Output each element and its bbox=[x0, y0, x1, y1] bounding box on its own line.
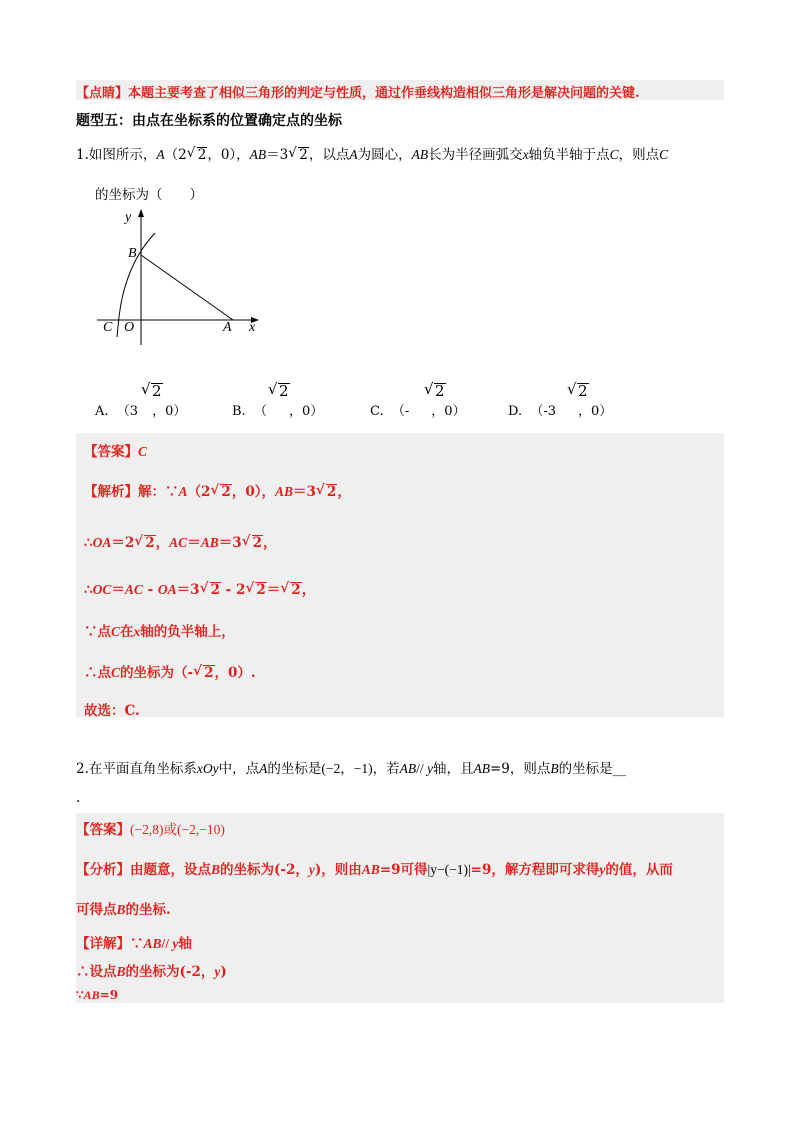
q1-analysis-line3: ∴OC＝AC - OA＝3√ 2 - 2√ 2＝√ 2， bbox=[84, 578, 315, 598]
option-c-sqrt: √ 2 bbox=[425, 382, 446, 400]
q1-analysis-line1: 【解析】解：∵A（2√ 2，0），AB＝3√ 2， bbox=[84, 480, 351, 500]
q1-analysis-line5: ∴点C的坐标为（-√ 2，0）. bbox=[84, 661, 256, 681]
label-A: A bbox=[223, 320, 232, 335]
label-O: O bbox=[124, 320, 135, 335]
q2-stem-period: . bbox=[76, 790, 81, 806]
sqrt-symbol: √ 2 bbox=[188, 147, 208, 163]
label-B: B bbox=[128, 246, 137, 261]
q2-stem: 2.在平面直角坐标系xOy中，点A的坐标是(−2，−1)，若AB// y轴，且AB=9，则点B的坐标是__ bbox=[76, 761, 627, 777]
q1-analysis-line6: 故选：C. bbox=[84, 703, 140, 719]
label-y: y bbox=[125, 210, 132, 225]
option-d[interactable]: D. （-3 ，0） bbox=[508, 404, 613, 419]
q1-stem-line2: 的坐标为（ ） bbox=[95, 187, 203, 203]
sqrt-symbol: √ 2 bbox=[289, 147, 309, 163]
q1-analysis-line4: ∵点C在x轴的负半轴上， bbox=[84, 624, 235, 640]
prev-comment: 【点睛】本题主要考查了相似三角形的判定与性质，通过作垂线构造相似三角形是解决问题的关键. bbox=[76, 86, 640, 101]
q2-analysis-line2: 可得点B的坐标. bbox=[76, 902, 171, 918]
segment-BA bbox=[141, 255, 233, 320]
q2-analysis-line1: 【分析】由题意，设点B的坐标为(-2，y)，则由AB=9可得|y−(−1)|=9，解方程即可求得y的值，从而 bbox=[76, 862, 673, 878]
q2-detail-line1: 【详解】∵AB// y轴 bbox=[76, 936, 192, 952]
q1-figure bbox=[95, 205, 275, 350]
q1-stem: 1.如图所示，A（2√ 2，0），AB＝3√ 2，以点A为圆心，AB长为半径画弧交x轴负半轴于点C，则点C bbox=[76, 143, 668, 163]
option-a-sqrt: √ 2 bbox=[142, 382, 163, 400]
q1-answer: 【答案】C bbox=[84, 444, 148, 460]
option-b-sqrt: √ 2 bbox=[269, 382, 290, 400]
section-title: 题型五：由点在坐标系的位置确定点的坐标 bbox=[76, 113, 342, 129]
option-d-sqrt: √ 2 bbox=[568, 382, 589, 400]
q2-detail-line3: ∵AB=9 bbox=[76, 988, 119, 1002]
q1-analysis-line2: ∴OA＝2√ 2，AC＝AB＝3√ 2， bbox=[84, 531, 277, 551]
label-x: x bbox=[249, 320, 256, 335]
y-axis-arrow bbox=[138, 209, 144, 217]
q2-answer: 【答案】(−2,8)或(−2,−10) bbox=[76, 822, 225, 838]
q2-detail-line2: ∴设点B的坐标为(-2，y) bbox=[76, 964, 227, 980]
option-b[interactable]: B. （ ，0） bbox=[232, 404, 324, 419]
option-c[interactable]: C. （- ，0） bbox=[370, 404, 466, 419]
option-a[interactable]: A. （3 ，0） bbox=[95, 404, 187, 419]
label-C: C bbox=[103, 320, 113, 335]
